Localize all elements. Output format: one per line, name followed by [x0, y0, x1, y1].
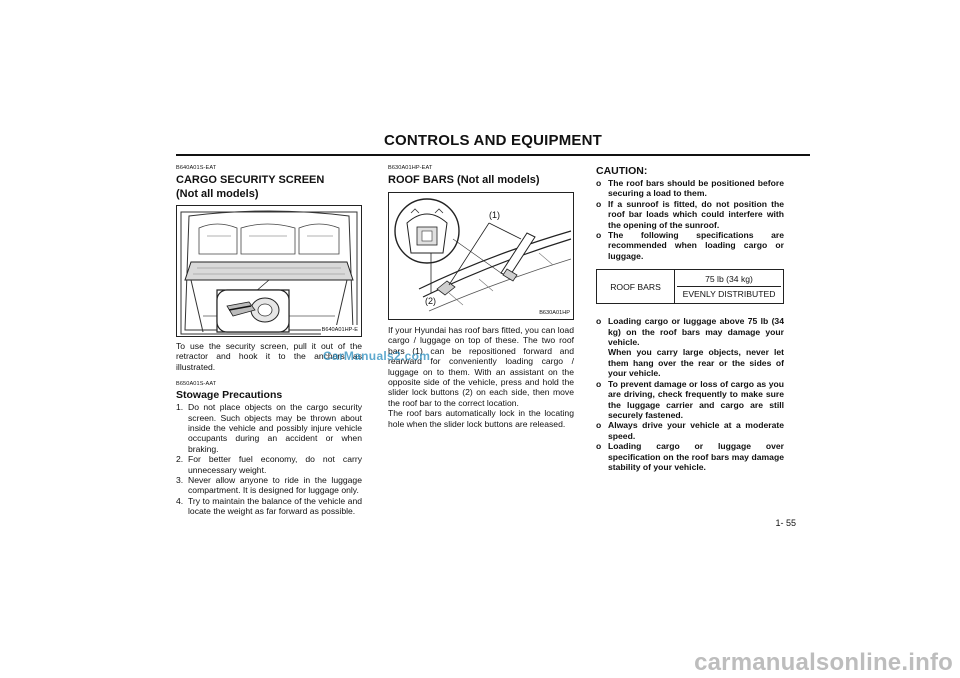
header-rule	[176, 154, 810, 156]
figure-label: B630A01HP	[538, 308, 571, 318]
section-title-stowage-precautions: Stowage Precautions	[176, 389, 283, 402]
cargo-screen-illustration	[177, 206, 361, 336]
list-item: o Always drive your vehicle at a moderate speed.	[596, 420, 784, 441]
caution-title: CAUTION:	[596, 165, 648, 177]
caution-list	[596, 178, 784, 261]
list-item: o To prevent damage or loss of cargo as you are driving, check frequently to make sure the luggage carrier and cargo are still securely fastened.	[596, 378, 784, 420]
list-item: 4. Try to maintain the balance of the vehicle and locate the weight as far forward as possible.	[176, 495, 362, 517]
list-item: 2. For better fuel economy, do not carry unnecessary weight.	[176, 454, 362, 475]
list-item: o The roof bars should be positioned before securing a load to them.	[596, 178, 784, 199]
column-roof-bars	[388, 165, 574, 429]
section-code: B630A01HP-EAT	[388, 165, 433, 171]
column-cargo-screen	[176, 165, 362, 517]
roof-bars-figure	[388, 192, 574, 320]
spec-value-cell	[675, 270, 784, 304]
section-title-cargo-screen: CARGO SECURITY SCREEN	[176, 174, 325, 186]
stowage-precautions-list	[176, 402, 362, 516]
page-number: 1- 55	[775, 518, 796, 528]
roof-bars-instructions: If your Hyundai has roof bars fitted, you can load cargo / luggage on top of these. The two roof bars (1) can be repositioned forward and rearward for conveniently loading cargo / luggage on to them. With an assistant on the opposite side of the vehicle, press and hold the slider lock buttons (2) on each side, then move the roof bar to the correct location. The roof bars automatically lock in the locating hole when the slider lock buttons are released.	[388, 325, 574, 429]
roof-bar-spec-table	[596, 269, 784, 304]
column-caution	[596, 165, 784, 472]
cargo-screen-instructions: To use the security screen, pull it out of the retractor and hook it to the anchors as illustrated.	[176, 341, 362, 372]
watermark-carmanuals: CarManuals2.com	[323, 349, 431, 363]
list-item: o The following specifications are recommended when loading cargo or luggage.	[596, 230, 784, 261]
roof-bars-illustration	[389, 193, 573, 319]
cargo-screen-figure	[176, 205, 362, 337]
section-code: B640A01S-EAT	[176, 165, 217, 171]
spec-label: ROOF BARS	[597, 270, 675, 304]
section-title-roof-bars: ROOF BARS (Not all models)	[388, 174, 540, 186]
warning-list	[596, 316, 784, 472]
page-title: CONTROLS AND EQUIPMENT	[383, 132, 602, 149]
list-item: o If a sunroof is fitted, do not position the roof bar loads which could interfere with the opening of the sunroof.	[596, 198, 784, 230]
callout-roof-bar: (1)	[489, 210, 500, 220]
section-subtitle-not-all-models: (Not all models)	[176, 188, 259, 200]
list-item: 3. Never allow anyone to ride in the luggage compartment. It is designed for luggage only.	[176, 475, 362, 496]
list-item: o Loading cargo or luggage above 75 lb (34 kg) on the roof bars may damage your vehicle. When you carry large objects, never let them hang over the rear or the sides of your vehicle.	[596, 316, 784, 379]
figure-label: B640A01HP-E	[321, 325, 359, 335]
list-item: 1. Do not place objects on the cargo security screen. Such objects may be thrown about inside the vehicle and possibly injure vehicle occupants during an accident or when braking.	[176, 402, 362, 454]
spec-max-load: 75 lb (34 kg)	[677, 272, 781, 287]
list-item: o Loading cargo or luggage over specification on the roof bars may damage stability of your vehicle.	[596, 441, 784, 472]
section-code: B650A01S-AAT	[176, 381, 217, 388]
spec-distribution: EVENLY DISTRIBUTED	[682, 289, 776, 300]
watermark-site: carmanualsonline.info	[694, 649, 953, 676]
callout-slider-lock-button: (2)	[425, 296, 436, 306]
